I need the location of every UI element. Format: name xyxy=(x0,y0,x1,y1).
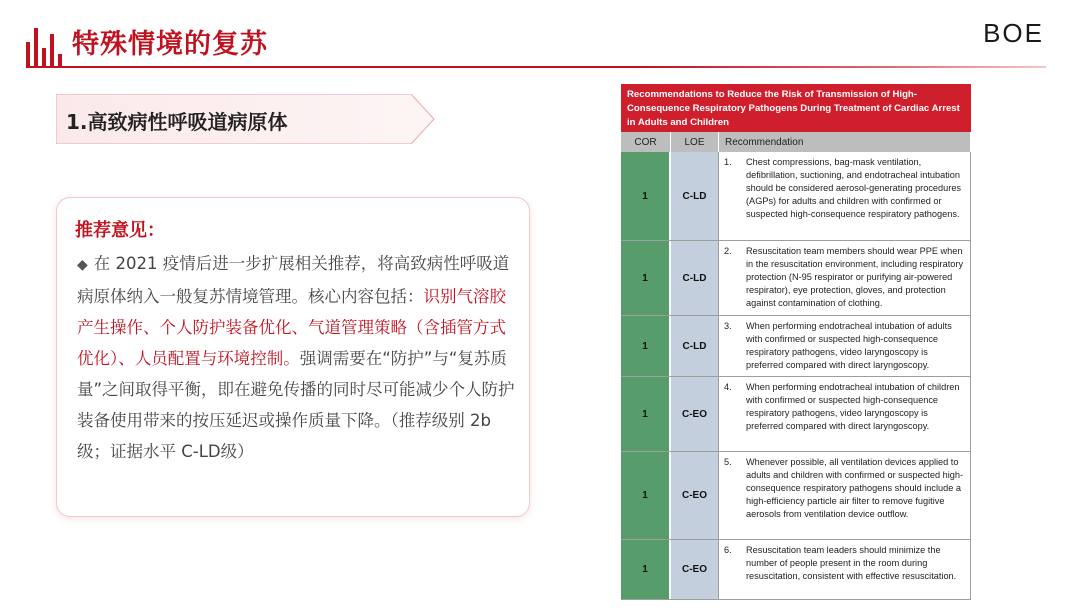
card-body xyxy=(77,248,517,467)
table-row xyxy=(621,377,971,452)
table-row xyxy=(621,152,971,241)
table-row xyxy=(621,316,971,377)
cor-cell: 1 xyxy=(621,377,671,451)
card-paragraph-balance: 强调需要在“防护”与“复苏质量”之间取得平衡，即在避免传播的同时尽可能减少个人防护装备使用带来的按压延迟或操作质量下降。（推荐级别 2b级；证据水平 C-LD级） xyxy=(77,349,515,461)
row-number: 2. xyxy=(724,246,732,256)
cor-cell: 1 xyxy=(621,241,671,315)
row-text: When performing endotracheal intubation of children with confirmed or suspected high-consequence respiratory pathogens, video laryngoscopy is preferred compared with direct laryngoscopy. xyxy=(746,382,960,431)
header-cor: COR xyxy=(621,132,671,152)
cor-cell: 1 xyxy=(621,540,671,599)
card-paragraph-intro: 在 2021 疫情后进一步扩展相关推荐，将高致病性呼吸道病原体纳入一般复苏情境管理。核心内容包括： xyxy=(77,254,510,306)
table-row xyxy=(621,452,971,540)
table-row xyxy=(621,241,971,316)
table-title: Recommendations to Reduce the Risk of Transmission of High-Consequence Respiratory Pathogens During Treatment of Cardiac Arrest in Adults and Children xyxy=(621,84,971,132)
cor-cell: 1 xyxy=(621,152,671,240)
page-title: 特殊情境的复苏 xyxy=(72,29,268,60)
header-divider xyxy=(26,66,1046,68)
header-loe: LOE xyxy=(671,132,719,152)
row-number: 1. xyxy=(724,157,732,167)
section-banner-text: 1.高致病性呼吸道病原体 xyxy=(66,110,288,134)
row-text: Chest compressions, bag-mask ventilation, defibrillation, suctioning, and endotracheal intubation should be considered aerosol-generating procedures (AGPs) for adults and children with confirmed or suspected high-consequence respiratory pathogens. xyxy=(746,157,962,219)
recommendation-card xyxy=(56,197,530,517)
recommendation-cell xyxy=(719,540,971,599)
loe-cell: C-EO xyxy=(671,540,719,599)
row-number: 5. xyxy=(724,457,732,467)
recommendation-table xyxy=(621,84,971,600)
table-header xyxy=(621,132,971,152)
row-number: 3. xyxy=(724,321,732,331)
cor-cell: 1 xyxy=(621,452,671,539)
recommendation-cell xyxy=(719,452,971,539)
header-recommendation: Recommendation xyxy=(719,132,971,152)
row-text: Whenever possible, all ventilation devices applied to adults and children with confirmed or suspected high-consequence respiratory pathogens should include a high-efficiency particle air filter to remove fugitive aerosols from ventilation device outflow. xyxy=(746,457,964,519)
row-text: Resuscitation team leaders should minimize the number of people present in the room during resuscitation, consistent with effective resuscitation. xyxy=(746,545,957,581)
loe-cell: C-LD xyxy=(671,316,719,376)
loe-cell: C-LD xyxy=(671,241,719,315)
row-number: 4. xyxy=(724,382,732,392)
recommendation-cell xyxy=(719,377,971,451)
recommendation-cell xyxy=(719,152,971,240)
brand-logo: BOE xyxy=(983,18,1044,48)
recommendation-cell xyxy=(719,241,971,315)
loe-cell: C-EO xyxy=(671,377,719,451)
loe-cell: C-LD xyxy=(671,152,719,240)
table-row xyxy=(621,540,971,600)
row-text: Resuscitation team members should wear PPE when in the resuscitation environment, including respiratory protection (N-95 respirator or purifying air-powered respirator), eye protection, gloves, and protection against contamination of clothing. xyxy=(746,246,964,308)
row-text: When performing endotracheal intubation of adults with confirmed or suspected high-consequence respiratory pathogens, video laryngoscopy is preferred compared with direct laryngoscopy. xyxy=(746,321,952,370)
card-paragraph-highlight: 识别气溶胶产生操作、个人防护装备优化、气道管理策略（含插管方式优化）、人员配置与环境控制。 xyxy=(77,287,506,368)
card-heading: 推荐意见： xyxy=(75,220,165,241)
cor-cell: 1 xyxy=(621,316,671,376)
row-number: 6. xyxy=(724,545,732,555)
section-banner xyxy=(56,94,436,144)
recommendation-cell xyxy=(719,316,971,376)
logo-bars-icon xyxy=(26,18,62,68)
loe-cell: C-EO xyxy=(671,452,719,539)
diamond-bullet-icon: ◆ xyxy=(77,257,88,273)
